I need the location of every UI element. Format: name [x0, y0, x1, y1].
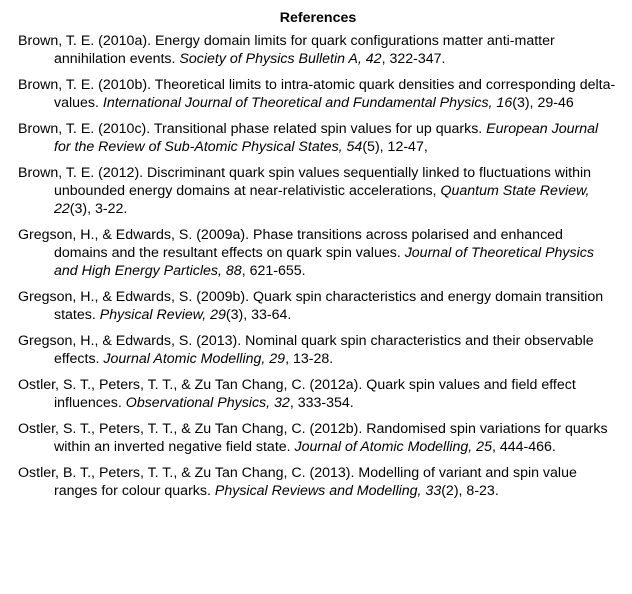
reference-journal: Journal of Atomic Modelling, 25	[294, 439, 492, 455]
reference-entry	[18, 32, 618, 68]
reference-journal: Physical Review, 29	[99, 307, 226, 323]
reference-text: Ostler, B. T., Peters, T. T., & Zu Tan Chang, C. (2013). Modelling of variant and spin value ranges for colour quarks.	[18, 465, 577, 499]
reference-text: Brown, T. E. (2012). Discriminant quark spin values sequentially linked to fluctuations within unbounded energy domains at near-relativistic accelerations,	[18, 165, 592, 199]
reference-entry	[18, 226, 618, 280]
reference-text: Gregson, H., & Edwards, S. (2009b). Quark spin characteristics and energy domain transition states.	[18, 289, 604, 323]
reference-tail: , 322-347.	[381, 51, 446, 67]
reference-text: Brown, T. E. (2010b). Theoretical limits to intra-atomic quark densities and corresponding delta-values.	[18, 77, 616, 111]
reference-journal: Journal of Theoretical Physics and High Energy Particles, 88	[54, 245, 594, 279]
reference-list	[18, 32, 618, 500]
reference-entry	[18, 164, 618, 218]
reference-journal: Quantum State Review, 22	[54, 183, 590, 217]
reference-entry	[18, 376, 618, 412]
reference-journal: Journal Atomic Modelling, 29	[103, 351, 286, 367]
reference-text: Brown, T. E. (2010c). Transitional phase related spin values for up quarks.	[18, 121, 487, 137]
reference-journal: European Journal for the Review of Sub-Atomic Physical States, 54	[54, 121, 599, 155]
reference-tail: (3), 3-22.	[69, 201, 128, 217]
reference-entry	[18, 120, 618, 156]
reference-tail: (2), 8-23.	[441, 483, 499, 499]
reference-journal: Observational Physics, 32	[125, 395, 290, 411]
reference-journal: Physical Reviews and Modelling, 33	[214, 483, 442, 499]
reference-journal: International Journal of Theoretical and Fundamental Physics, 16	[102, 95, 513, 111]
reference-journal: Society of Physics Bulletin A, 42	[179, 51, 382, 67]
reference-tail: , 444-466.	[491, 439, 556, 455]
reference-text: Gregson, H., & Edwards, S. (2013). Nominal quark spin characteristics and their observable effects.	[18, 333, 594, 367]
reference-tail: (3), 33-64.	[225, 307, 292, 323]
reference-text: Ostler, S. T., Peters, T. T., & Zu Tan Chang, C. (2012a). Quark spin values and field effect influences.	[18, 377, 576, 411]
reference-tail: , 621-655.	[241, 263, 306, 279]
reference-tail: (3), 29-46	[512, 95, 574, 111]
reference-entry	[18, 464, 618, 500]
reference-entry	[18, 420, 618, 456]
references-heading: References	[279, 10, 357, 26]
reference-entry	[18, 76, 618, 112]
reference-entry	[18, 288, 618, 324]
reference-text: Brown, T. E. (2010a). Energy domain limits for quark configurations matter anti-matter annihilation events.	[18, 33, 555, 67]
reference-text: Ostler, S. T., Peters, T. T., & Zu Tan Chang, C. (2012b). Randomised spin variations for quarks within an inverted negative field state.	[18, 421, 608, 455]
reference-tail: , 333-354.	[289, 395, 354, 411]
reference-entry	[18, 332, 618, 368]
reference-text: Gregson, H., & Edwards, S. (2009a). Phase transitions across polarised and enhanced domains and the resultant effects on quark spin values.	[18, 227, 563, 261]
reference-tail: (5), 12-47,	[362, 139, 428, 155]
reference-tail: , 13-28.	[285, 351, 334, 367]
